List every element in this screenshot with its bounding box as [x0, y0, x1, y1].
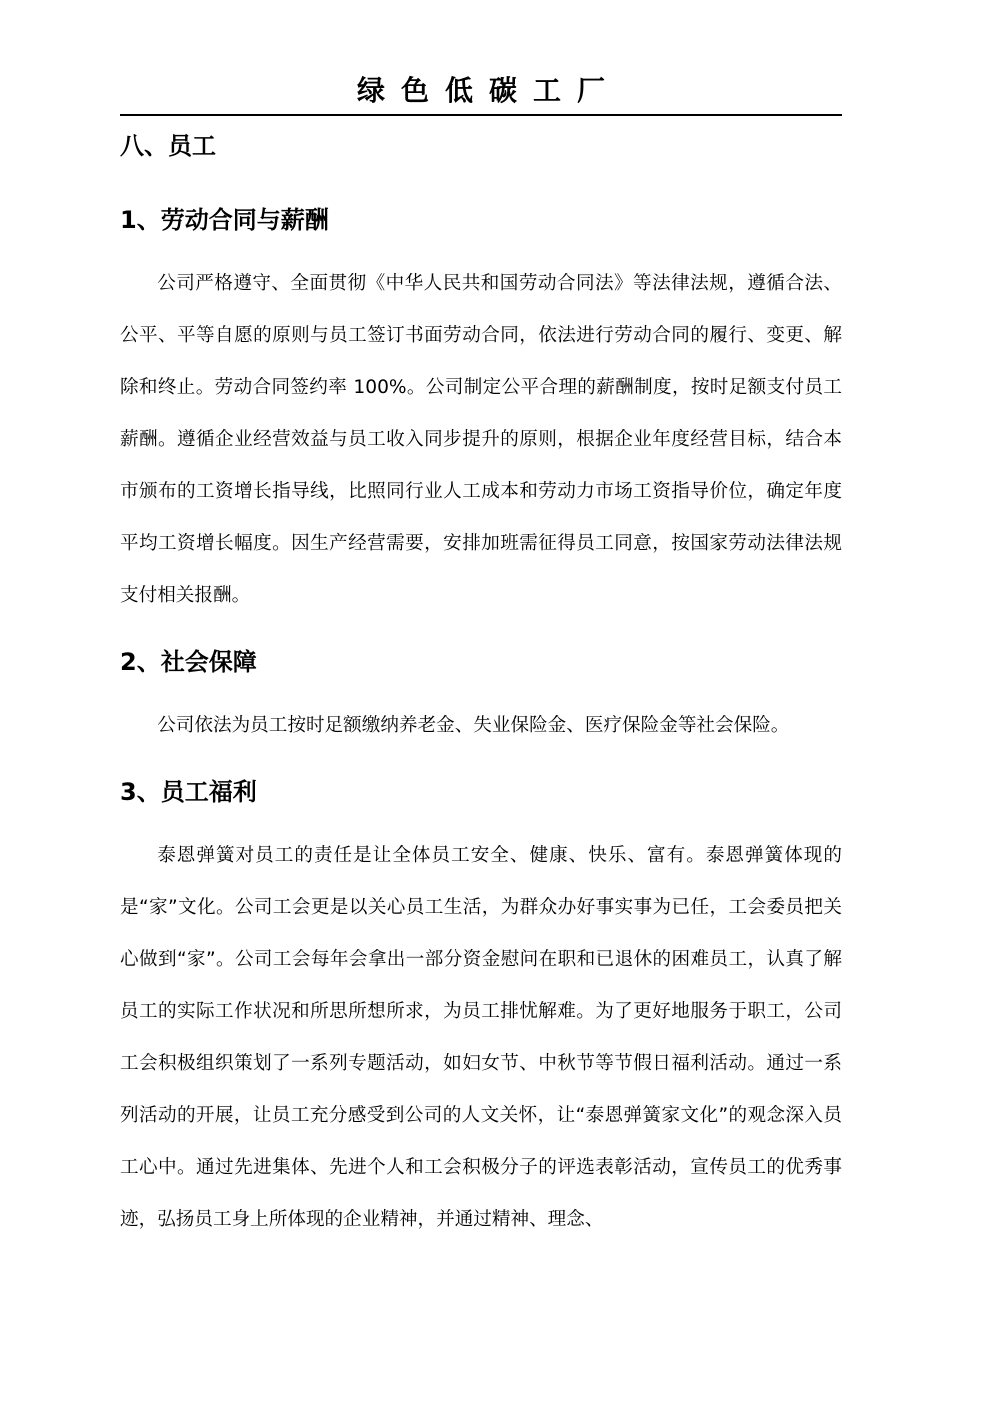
page-header — [120, 68, 842, 116]
section-heading-employee-benefits: 3、员工福利 — [120, 778, 257, 806]
spacer — [120, 752, 842, 774]
spacer — [120, 164, 842, 202]
section-heading-social-security: 2、社会保障 — [120, 648, 257, 676]
spacer — [120, 238, 842, 258]
spacer — [120, 622, 842, 644]
spacer — [120, 680, 842, 700]
header-title: 绿色低碳工厂 — [356, 74, 621, 107]
spacer — [120, 810, 842, 830]
section-body-labor-contract: 公司严格遵守、全面贯彻《中华人民共和国劳动合同法》等法律法规，遵循合法、公平、平等自愿的原则与员工签订书面劳动合同，依法进行劳动合同的履行、变更、解除和终止。劳动合同签约率 100%。公司制定公平合理的薪酬制度，按时足额支付员工薪酬。遵循企业经营效益与员工收入同步提升的原则，根据企业年度经营目标，结合本市颁布的工资增长指导线，比照同行业人工成本和劳动力市场工资指导价位，确定年度平均工资增长幅度。因生产经营需要，安排加班需征得员工同意，按国家劳动法律法规支付相关报酬。 — [120, 273, 842, 606]
section-heading-labor-contract: 1、劳动合同与薪酬 — [120, 206, 329, 234]
section-body-social-security: 公司依法为员工按时足额缴纳养老金、失业保险金、医疗保险金等社会保险。 — [157, 715, 790, 736]
document-body — [120, 128, 842, 1246]
section-body-employee-benefits: 泰恩弹簧对员工的责任是让全体员工安全、健康、快乐、富有。泰恩弹簧体现的是“家”文化。公司工会更是以关心员工生活，为群众办好事实事为已任，工会委员把关心做到“家”。公司工会每年会拿出一部分资金慰问在职和已退休的困难员工，认真了解员工的实际工作状况和所思所想所求，为员工排忧解难。为了更好地服务于职工，公司工会积极组织策划了一系列专题活动，如妇女节、中秋节等节假日福利活动。通过一系列活动的开展，让员工充分感受到公司的人文关怀，让“泰恩弹簧家文化”的观念深入员工心中。通过先进集体、先进个人和工会积极分子的评选表彰活动，宣传员工的优秀事迹，弘扬员工身上所体现的企业精神，并通过精神、理念、 — [120, 845, 842, 1230]
chapter-title: 八、员工 — [120, 132, 216, 160]
